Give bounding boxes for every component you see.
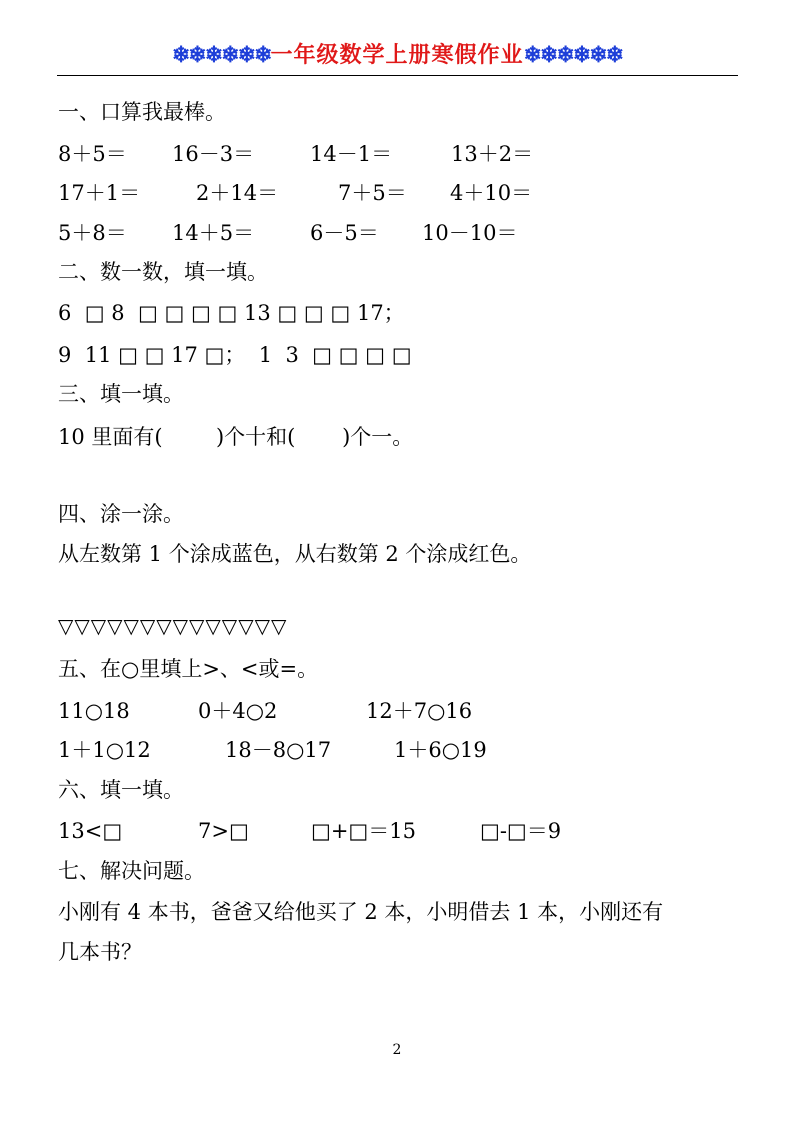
header-divider [57,75,738,76]
section-2-title: 二、数一数，填一填。 [58,260,268,284]
number-sequence-line-2: 9 11 □ □ 17 □； 1 3 □ □ □ □ [58,343,412,367]
arithmetic-problem: 13＋2＝ [451,142,534,166]
snowflake-decoration-right: ❄❄❄❄❄❄ [523,42,623,68]
arithmetic-row-2 [58,179,738,207]
worksheet-title: 一年级数学上册寒假作业 [270,42,524,68]
page-header [0,40,794,70]
tens-ones-question: 10 里面有( )个十和( )个一。 [58,425,414,449]
comparison-problem: 18－8○17 [225,738,332,762]
arithmetic-problem: 16－3＝ [172,142,255,166]
comparison-problem: 11○18 [58,699,130,723]
section-1-title: 一、口算我最棒。 [58,100,226,124]
comparison-problem: 1＋1○12 [58,738,151,762]
fill-in-problem: 7>□ [198,819,249,843]
fill-in-row [58,817,738,845]
arithmetic-problem: 4＋10＝ [450,181,533,205]
page-number: 2 [392,1042,402,1058]
word-problem-line-2: 几本书？ [58,940,142,964]
arithmetic-problem: 8＋5＝ [58,142,127,166]
arithmetic-problem: 2＋14＝ [196,181,279,205]
section-4-title: 四、涂一涂。 [58,502,184,526]
comparison-row-2 [58,736,738,764]
word-problem-line-1: 小刚有 4 本书，爸爸又给他买了 2 本，小明借去 1 本，小刚还有 [58,900,664,924]
arithmetic-problem: 5＋8＝ [58,221,127,245]
coloring-instruction: 从左数第 1 个涂成蓝色，从右数第 2 个涂成红色。 [58,542,532,566]
section-6-title: 六、填一填。 [58,778,184,802]
section-7-title: 七、解决问题。 [58,859,205,883]
comparison-row-1 [58,697,738,725]
arithmetic-row-3 [58,219,738,247]
fill-in-problem: □+□＝15 [311,819,416,843]
section-3-title: 三、填一填。 [58,382,184,406]
comparison-problem: 1＋6○19 [394,738,487,762]
arithmetic-problem: 6－5＝ [310,221,379,245]
fill-in-problem: □-□＝9 [480,819,562,843]
snowflake-decoration-left: ❄❄❄❄❄❄ [171,42,271,68]
arithmetic-problem: 17＋1＝ [58,181,141,205]
fill-in-problem: 13<□ [58,819,123,843]
number-sequence-line-1: 6 □ 8 □ □ □ □ 13 □ □ □ 17； [58,301,405,325]
arithmetic-problem: 10－10＝ [422,221,518,245]
arithmetic-row-1 [58,140,738,168]
comparison-problem: 0＋4○2 [198,699,278,723]
comparison-problem: 12＋7○16 [366,699,473,723]
triangle-row: ▽▽▽▽▽▽▽▽▽▽▽▽▽▽ [58,614,288,638]
arithmetic-problem: 14＋5＝ [172,221,255,245]
arithmetic-problem: 14－1＝ [310,142,393,166]
arithmetic-problem: 7＋5＝ [338,181,407,205]
section-5-title: 五、在○里填上>、<或=。 [58,657,319,681]
